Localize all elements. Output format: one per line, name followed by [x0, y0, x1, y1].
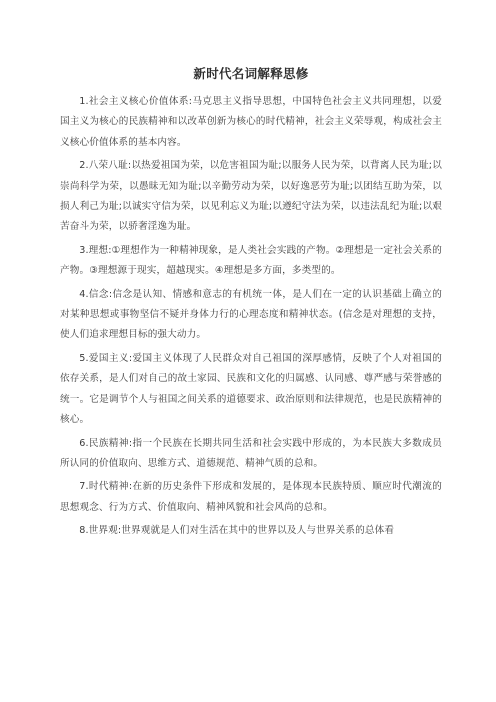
paragraph-5: 5.爱国主义:爱国主义体现了人民群众对自己祖国的深厚感情，反映了个人对祖国的依存关系，是人们对自己的故土家园、民族和文化的归属感、认同感、尊严感与荣誉感的统一。它是调节个人与祖国之间关系的道德要求、政治原则和法律规范，也是民族精神的核心。	[60, 352, 442, 426]
paragraph-8: 8.世界观:世界观就是人们对生活在其中的世界以及人与世界关系的总体看	[79, 525, 395, 537]
paragraph-1: 1.社会主义核心价值体系:马克思主义指导思想，中国特色社会主义共同理想，以爱国主义为核心的民族精神和以改革创新为核心的时代精神，社会主义荣辱观，构成社会主义核心价值体系的基本内容。	[60, 96, 442, 148]
paragraph-4: 4.信念:信念是认知、情感和意志的有机统一体，是人们在一定的认识基础上确立的对某种思想或事物坚信不疑并身体力行的心理态度和精神状态。(信念是对理想的支持，使人们追求理想目标的强大动力。	[60, 288, 442, 341]
paragraph-6: 6.民族精神:指一个民族在长期共同生活和社会实践中形成的，为本民族大多数成员所认同的价值取向、思维方式、道德规范、精神气质的总和。	[60, 437, 442, 469]
paragraph-3: 3.理想:①理想作为一种精神现象，是人类社会实践的产物。②理想是一定社会关系的产物。③理想源于现实，超越现实。④理想是多方面，多类型的。	[60, 244, 442, 277]
paragraph-7: 7.时代精神:在新的历史条件下形成和发展的，是体现本民族特质、顺应时代潮流的思想观念、行为方式、价值取向、精神风貌和社会风尚的总和。	[60, 481, 442, 513]
document-title: 新时代名词解释思修	[193, 66, 309, 81]
paragraph-2: 2.八荣八耻:以热爱祖国为荣，以危害祖国为耻;以服务人民为荣，以背离人民为耻;以崇尚科学为荣，以愚昧无知为耻;以辛勤劳动为荣，以好逸恶劳为耻;以团结互助为荣，以损人利己为耻;以诚实守信为荣，以见利忘义为耻;以遵纪守法为荣，以违法乱纪为耻;以艰苦奋斗为荣，以骄奢淫逸为耻。	[60, 160, 442, 233]
